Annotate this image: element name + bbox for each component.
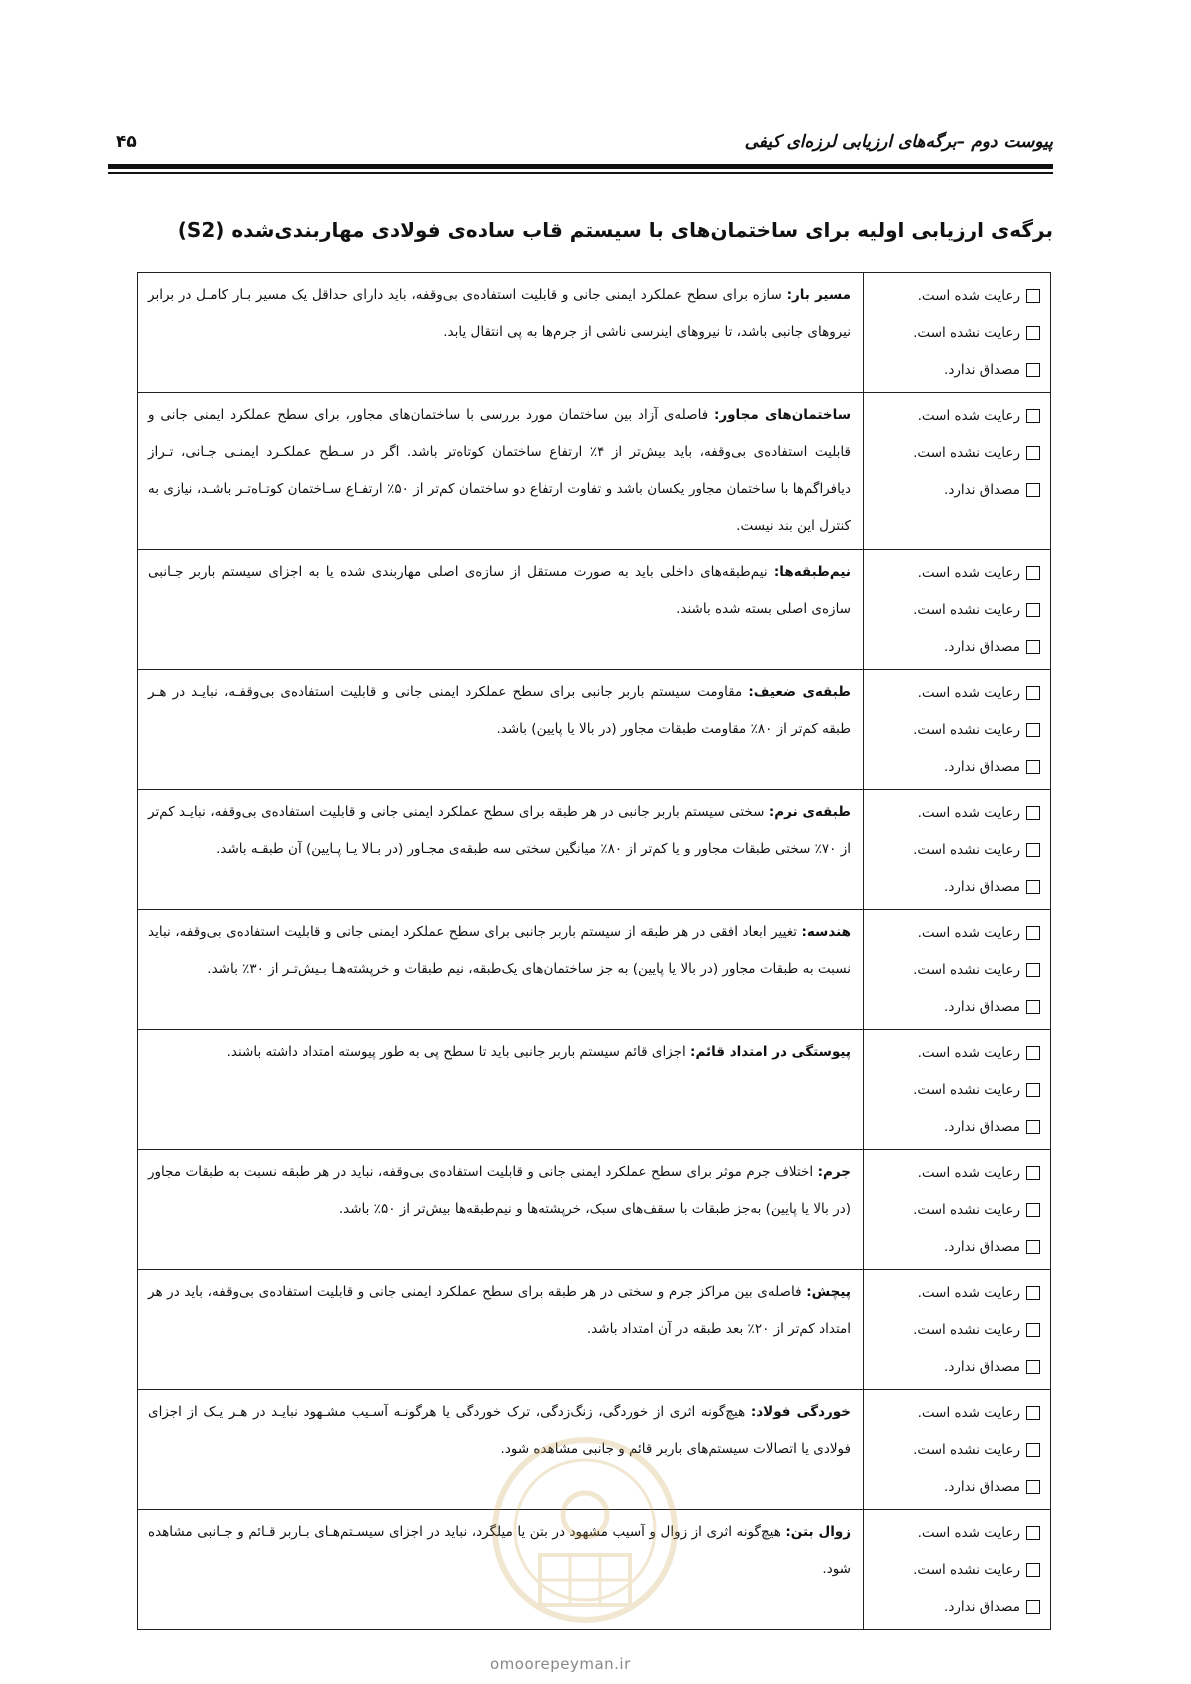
row-options — [864, 1390, 1051, 1510]
criterion-term: نیم‌طبقه‌ها: — [773, 564, 851, 580]
option-non-compliant[interactable] — [868, 1431, 1040, 1468]
checklist-row — [138, 1270, 1051, 1390]
checkbox[interactable] — [1026, 1000, 1040, 1014]
option-not-applicable[interactable] — [868, 1588, 1040, 1625]
option-label: رعایت نشده است. — [913, 1081, 1020, 1098]
row-options — [864, 550, 1051, 670]
criterion-text: اجزای قائم سیستم باربر جانبی باید تا سطح پی به طور پیوسته امتداد داشته باشند. — [226, 1044, 686, 1060]
option-non-compliant[interactable] — [868, 1551, 1040, 1588]
checkbox[interactable] — [1026, 1406, 1040, 1420]
option-label: رعایت نشده است. — [913, 1201, 1020, 1218]
checkbox[interactable] — [1026, 603, 1040, 617]
option-label: رعایت شده است. — [917, 924, 1020, 941]
checkbox[interactable] — [1026, 1480, 1040, 1494]
row-options — [864, 790, 1051, 910]
checkbox[interactable] — [1026, 1443, 1040, 1457]
option-label: رعایت نشده است. — [913, 721, 1020, 738]
header-title: پیوست دوم –برگه‌های ارزیابی لرزه‌ای کیفی — [744, 132, 1053, 152]
checkbox[interactable] — [1026, 926, 1040, 940]
option-non-compliant[interactable] — [868, 951, 1040, 988]
criterion-text: هیچ‌گونه اثری از خوردگی، زنگ‌زدگی، ترک خوردگی یا هرگونـه آسـیب مشـهود نبایـد در هـر یـک از اجزای فولادی یا اتصالات سیستم‌های باربر قائم و جانبی مشاهده شود. — [148, 1404, 851, 1457]
checkbox[interactable] — [1026, 1360, 1040, 1374]
option-label: رعایت شده است. — [917, 804, 1020, 821]
option-label: مصداق ندارد. — [944, 1598, 1020, 1615]
option-not-applicable[interactable] — [868, 471, 1040, 508]
option-label: رعایت شده است. — [917, 287, 1020, 304]
checkbox[interactable] — [1026, 843, 1040, 857]
checklist-row — [138, 550, 1051, 670]
option-label: رعایت نشده است. — [913, 1321, 1020, 1338]
option-non-compliant[interactable] — [868, 1191, 1040, 1228]
criterion-text: سختی سیستم باربر جانبی در هر طبقه برای سطح عملکرد ایمنی جانی و قابلیت استفاده‌ی بی‌وقفه، نبایـد کم‌تر از ۷۰٪ سختی طبقات مجاور و یا کم‌تر از ۸۰٪ میانگین سختی سه طبقه‌ی مجـاور (در بـالا یـا پـایین) آن طبقـه باشد. — [148, 804, 851, 857]
checklist-row — [138, 273, 1051, 393]
criterion-term: طبقه‌ی ضعیف: — [748, 684, 852, 700]
row-description — [138, 670, 864, 790]
criterion-text: سازه برای سطح عملکرد ایمنی جانی و قابلیت استفاده‌ی بی‌وقفه، باید دارای حداقل یک مسیر بـار کامـل در برابر نیروهای جانبی باشد، تا نیروهای اینرسی ناشی از جرم‌ها به پی انتقال یابد. — [148, 287, 851, 340]
checkbox[interactable] — [1026, 1563, 1040, 1577]
option-non-compliant[interactable] — [868, 711, 1040, 748]
option-not-applicable[interactable] — [868, 868, 1040, 905]
option-non-compliant[interactable] — [868, 591, 1040, 628]
criterion-text: هیچ‌گونه اثری از زوال و آسیب مشهود در بتن یا میلگرد، نباید در اجزای سیسـتم‌هـای بـاربر قـائم و جـانبی مشاهده شود. — [148, 1524, 851, 1577]
checkbox[interactable] — [1026, 289, 1040, 303]
page-header — [108, 128, 1053, 168]
checkbox[interactable] — [1026, 640, 1040, 654]
option-compliant[interactable] — [868, 1034, 1040, 1071]
option-label: رعایت شده است. — [917, 1404, 1020, 1421]
form-title: برگه‌ی ارزیابی اولیه برای ساختمان‌های با سیستم قاب ساده‌ی فولادی مهاربندی‌شده (S2) — [177, 218, 1053, 242]
option-label: رعایت نشده است. — [913, 601, 1020, 618]
row-options — [864, 393, 1051, 550]
row-description — [138, 273, 864, 393]
row-options — [864, 1150, 1051, 1270]
checkbox[interactable] — [1026, 963, 1040, 977]
criterion-text: مقاومت سیستم باربر جانبی برای سطح عملکرد ایمنی جانی و قابلیت استفاده‌ی بی‌وقفـه، نبایـد در هـر طبقه کم‌تر از ۸۰٪ مقاومت طبقات مجاور (در بالا یا پایین) باشد. — [148, 684, 851, 737]
option-label: مصداق ندارد. — [944, 758, 1020, 775]
option-label: رعایت شده است. — [917, 1044, 1020, 1061]
option-label: مصداق ندارد. — [944, 998, 1020, 1015]
checkbox[interactable] — [1026, 880, 1040, 894]
criterion-term: پیچش: — [806, 1284, 851, 1300]
option-compliant[interactable] — [868, 674, 1040, 711]
option-not-applicable[interactable] — [868, 351, 1040, 388]
checklist-row — [138, 910, 1051, 1030]
checklist-row — [138, 1150, 1051, 1270]
option-label: رعایت شده است. — [917, 1284, 1020, 1301]
option-not-applicable[interactable] — [868, 628, 1040, 665]
checkbox[interactable] — [1026, 409, 1040, 423]
option-label: رعایت نشده است. — [913, 444, 1020, 461]
criterion-text: نیم‌طبقه‌های داخلی باید به صورت مستقل از سازه‌ی اصلی مهاربندی شده یا به اجزای سیستم باربر جـانبی سازه‌ی اصلی بسته شده باشند. — [148, 564, 851, 617]
row-options — [864, 273, 1051, 393]
option-non-compliant[interactable] — [868, 434, 1040, 471]
option-label: مصداق ندارد. — [944, 1478, 1020, 1495]
option-non-compliant[interactable] — [868, 1071, 1040, 1108]
checkbox[interactable] — [1026, 760, 1040, 774]
criterion-term: جرم: — [817, 1164, 851, 1180]
option-non-compliant[interactable] — [868, 314, 1040, 351]
option-label: رعایت شده است. — [917, 684, 1020, 701]
checkbox[interactable] — [1026, 1600, 1040, 1614]
criterion-term: طبقه‌ی نرم: — [768, 804, 851, 820]
option-compliant[interactable] — [868, 554, 1040, 591]
criterion-term: ساختمان‌های مجاور: — [714, 407, 851, 423]
option-label: رعایت نشده است. — [913, 1561, 1020, 1578]
row-options — [864, 910, 1051, 1030]
checkbox[interactable] — [1026, 1323, 1040, 1337]
option-label: رعایت شده است. — [917, 1524, 1020, 1541]
row-options — [864, 670, 1051, 790]
checkbox[interactable] — [1026, 806, 1040, 820]
option-not-applicable[interactable] — [868, 1348, 1040, 1385]
criterion-term: زوال بتن: — [785, 1524, 851, 1540]
option-not-applicable[interactable] — [868, 748, 1040, 785]
criterion-text: فاصله‌ی آزاد بین ساختمان مورد بررسی با ساختمان‌های مجاور، برای سطح عملکرد ایمنی جانی و قابلیت استفاده‌ی بی‌وقفه، باید بیش‌تر از ۴٪ ارتفاع ساختمان کوتاه‌تر باشد. اگر در سـطح عملکـرد ایمنـی جـانی، تـراز دیافراگم‌ها با ساختمان مجاور یکسان باشد و تفاوت ارتفاع دو ساختمان کم‌تر از ۵۰٪ ارتفـاع سـاختمان کوتـاه‌تـر باشـد، نیازی به کنترل این بند نیست. — [148, 407, 851, 534]
row-description — [138, 790, 864, 910]
option-label: رعایت نشده است. — [913, 324, 1020, 341]
checkbox[interactable] — [1026, 1120, 1040, 1134]
option-not-applicable[interactable] — [868, 1468, 1040, 1505]
checkbox[interactable] — [1026, 1166, 1040, 1180]
option-label: مصداق ندارد. — [944, 1238, 1020, 1255]
option-compliant[interactable] — [868, 1394, 1040, 1431]
checklist-row — [138, 1030, 1051, 1150]
row-description — [138, 1030, 864, 1150]
option-not-applicable[interactable] — [868, 1228, 1040, 1265]
row-description — [138, 1270, 864, 1390]
option-label: مصداق ندارد. — [944, 1118, 1020, 1135]
option-compliant[interactable] — [868, 1154, 1040, 1191]
header-rule-thick — [108, 164, 1053, 169]
option-compliant[interactable] — [868, 277, 1040, 314]
option-label: مصداق ندارد. — [944, 1358, 1020, 1375]
option-compliant[interactable] — [868, 794, 1040, 831]
checkbox[interactable] — [1026, 483, 1040, 497]
criterion-term: مسیر بار: — [786, 287, 852, 303]
option-label: رعایت شده است. — [917, 407, 1020, 424]
criterion-term: هندسه: — [801, 924, 851, 940]
option-label: مصداق ندارد. — [944, 638, 1020, 655]
watermark-logo — [485, 1405, 685, 1655]
option-label: مصداق ندارد. — [944, 361, 1020, 378]
checkbox[interactable] — [1026, 1046, 1040, 1060]
row-options — [864, 1270, 1051, 1390]
option-not-applicable[interactable] — [868, 1108, 1040, 1145]
option-compliant[interactable] — [868, 397, 1040, 434]
criterion-text: تغییر ابعاد افقی در هر طبقه از سیستم باربر جانبی برای سطح عملکرد ایمنی جانی و قابلیت استفاده‌ی بی‌وقفه، نباید نسبت به طبقات مجاور (در بالا یا پایین) به جز ساختمان‌های یک‌طبقه، نیم طبقات و خرپشته‌هـا بـیش‌تـر از ۳۰٪ باشد. — [148, 924, 851, 977]
checkbox[interactable] — [1026, 1240, 1040, 1254]
option-non-compliant[interactable] — [868, 1311, 1040, 1348]
option-label: رعایت نشده است. — [913, 961, 1020, 978]
criterion-text: فاصله‌ی بین مراکز جرم و سختی در هر طبقه برای سطح عملکرد ایمنی جانی و قابلیت استفاده‌ی بی‌وقفه، باید در هر امتداد کم‌تر از ۲۰٪ بعد طبقه در آن امتداد باشد. — [148, 1284, 851, 1337]
checklist-row — [138, 393, 1051, 550]
option-label: رعایت شده است. — [917, 1164, 1020, 1181]
page-number: ۴۵ — [116, 132, 137, 152]
checkbox[interactable] — [1026, 363, 1040, 377]
option-label: مصداق ندارد. — [944, 481, 1020, 498]
checklist-row — [138, 790, 1051, 910]
row-options — [864, 1510, 1051, 1630]
option-label: مصداق ندارد. — [944, 878, 1020, 895]
criterion-term: خوردگی فولاد: — [750, 1404, 851, 1420]
checkbox[interactable] — [1026, 326, 1040, 340]
option-label: رعایت شده است. — [917, 564, 1020, 581]
option-compliant[interactable] — [868, 1274, 1040, 1311]
criterion-term: پیوستگی در امتداد قائم: — [690, 1044, 851, 1060]
option-label: رعایت نشده است. — [913, 841, 1020, 858]
checkbox[interactable] — [1026, 723, 1040, 737]
checkbox[interactable] — [1026, 1083, 1040, 1097]
row-description — [138, 910, 864, 1030]
criterion-text: اختلاف جرم موثر برای سطح عملکرد ایمنی جانی و قابلیت استفاده‌ی بی‌وقفه، نباید در هر طبقه نسبت به طبقات مجاور (در بالا یا پایین) به‌جز طبقات با سقف‌های سبک، خرپشته‌ها و نیم‌طبقه‌ها بیش‌تر از ۵۰٪ باشد. — [148, 1164, 851, 1217]
row-description — [138, 550, 864, 670]
option-label: رعایت نشده است. — [913, 1441, 1020, 1458]
checkbox[interactable] — [1026, 686, 1040, 700]
option-compliant[interactable] — [868, 914, 1040, 951]
option-non-compliant[interactable] — [868, 831, 1040, 868]
checkbox[interactable] — [1026, 1286, 1040, 1300]
row-description — [138, 393, 864, 550]
checkbox[interactable] — [1026, 566, 1040, 580]
checklist-row — [138, 670, 1051, 790]
option-compliant[interactable] — [868, 1514, 1040, 1551]
checkbox[interactable] — [1026, 446, 1040, 460]
watermark-url: omoorepeyman.ir — [490, 1655, 631, 1673]
row-description — [138, 1150, 864, 1270]
checkbox[interactable] — [1026, 1203, 1040, 1217]
row-options — [864, 1030, 1051, 1150]
header-rule-thin — [108, 172, 1053, 174]
checkbox[interactable] — [1026, 1526, 1040, 1540]
option-not-applicable[interactable] — [868, 988, 1040, 1025]
